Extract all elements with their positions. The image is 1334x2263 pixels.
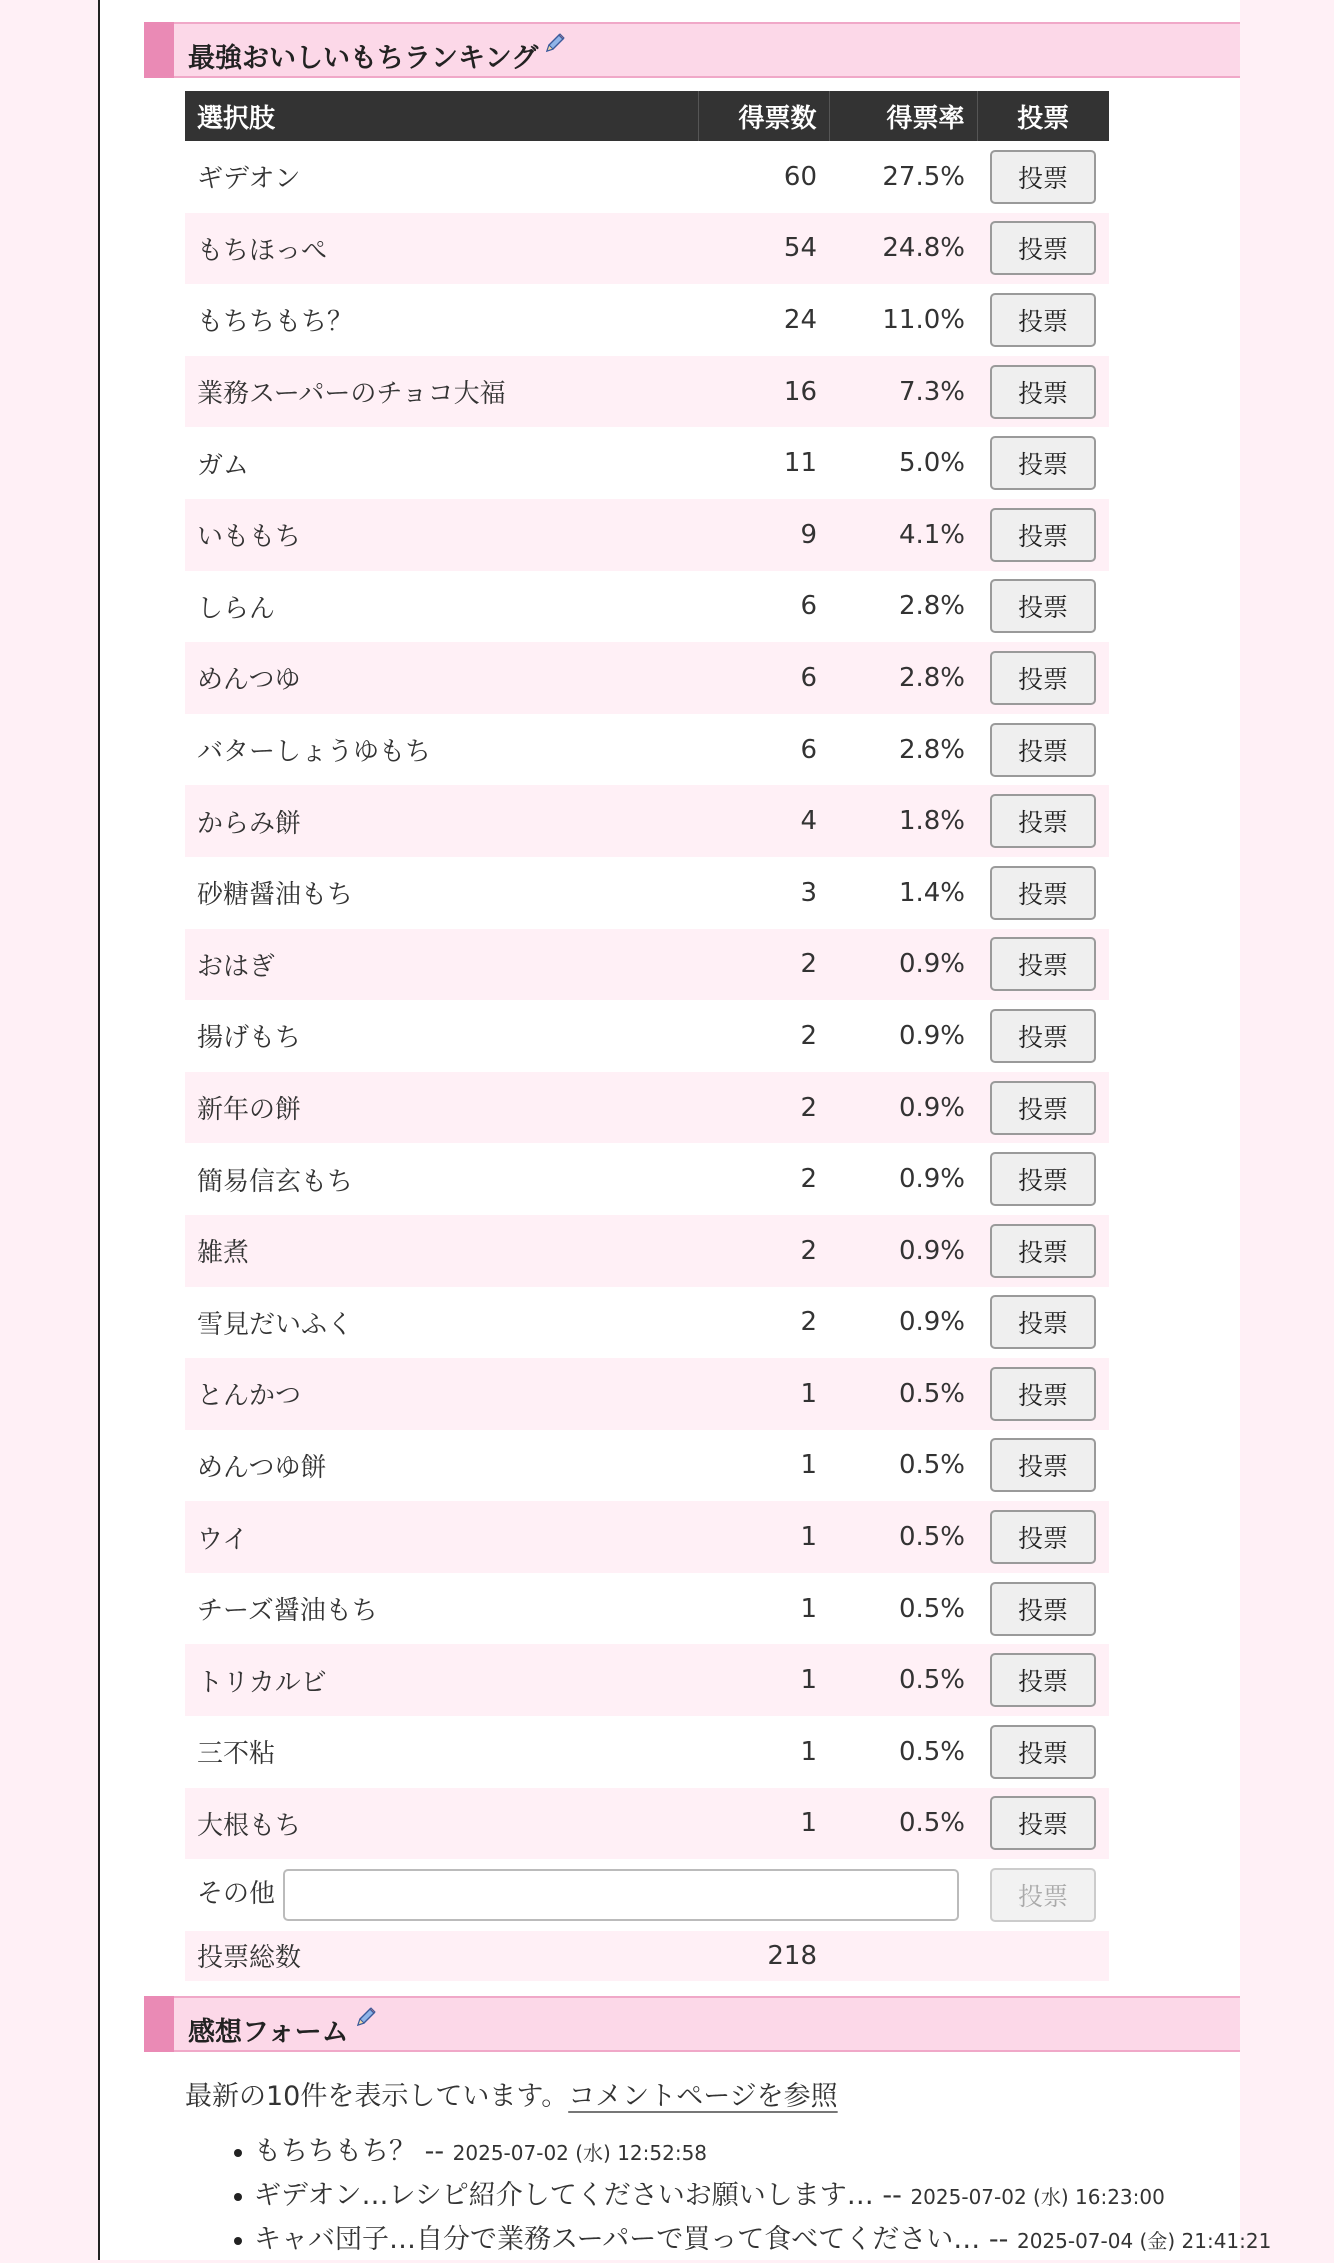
vote-button[interactable]: 投票: [990, 1510, 1096, 1564]
votes-cell: 3: [698, 857, 829, 929]
total-row: [185, 1931, 1109, 1981]
table-row: [185, 1143, 1109, 1215]
vote-button[interactable]: 投票: [990, 579, 1096, 633]
votes-cell: 60: [698, 141, 829, 213]
choice-cell: 大根もち: [185, 1788, 698, 1860]
choice-cell: 新年の餅: [185, 1072, 698, 1144]
votes-cell: 2: [698, 1072, 829, 1144]
votes-cell: 1: [698, 1573, 829, 1645]
other-vote-button[interactable]: 投票: [990, 1868, 1096, 1922]
votes-cell: 1: [698, 1430, 829, 1502]
rate-cell: 4.1%: [829, 499, 977, 571]
choice-cell: トリカルビ: [185, 1644, 698, 1716]
pencil-icon[interactable]: [544, 30, 566, 61]
vote-button[interactable]: 投票: [990, 651, 1096, 705]
votes-cell: 11: [698, 427, 829, 499]
choice-cell: とんかつ: [185, 1358, 698, 1430]
votes-cell: 1: [698, 1716, 829, 1788]
vote-button[interactable]: 投票: [990, 1224, 1096, 1278]
rate-cell: 2.8%: [829, 714, 977, 786]
comment-timestamp: 2025-07-02 (水) 12:52:58: [452, 2141, 708, 2165]
total-empty-vote: [977, 1931, 1109, 1981]
vote-cell: [977, 571, 1109, 643]
vote-button[interactable]: 投票: [990, 365, 1096, 419]
votes-cell: 1: [698, 1501, 829, 1573]
table-row: [185, 642, 1109, 714]
table-row: [185, 1644, 1109, 1716]
vote-button[interactable]: 投票: [990, 1367, 1096, 1421]
poll-title-wrap: [188, 36, 566, 75]
other-vote-cell: [977, 1859, 1109, 1931]
table-row: [185, 1000, 1109, 1072]
feedback-section-header: [144, 1996, 1240, 2052]
vote-cell: [977, 1501, 1109, 1573]
rate-cell: 0.9%: [829, 1215, 977, 1287]
comment-text: もちちもち？: [254, 2136, 416, 2167]
table-row: [185, 785, 1109, 857]
vote-cell: [977, 1287, 1109, 1359]
choice-cell: 簡易信玄もち: [185, 1143, 698, 1215]
poll-title: 最強おいしいもちランキング: [188, 43, 539, 74]
votes-cell: 6: [698, 642, 829, 714]
comment-page-link[interactable]: コメントページを参照: [568, 2081, 838, 2112]
vote-cell: [977, 499, 1109, 571]
vote-cell: [977, 1358, 1109, 1430]
poll-header-row: [185, 91, 1109, 141]
choice-cell: ギデオン: [185, 141, 698, 213]
vote-cell: [977, 1430, 1109, 1502]
rate-cell: 0.9%: [829, 1000, 977, 1072]
vote-button[interactable]: 投票: [990, 293, 1096, 347]
rate-cell: 2.8%: [829, 571, 977, 643]
table-row: [185, 1072, 1109, 1144]
table-row: [185, 1287, 1109, 1359]
table-row: [185, 141, 1109, 213]
rate-cell: 0.9%: [829, 1143, 977, 1215]
comment-item: [254, 2174, 1334, 2218]
vote-button[interactable]: 投票: [990, 1152, 1096, 1206]
vote-cell: [977, 284, 1109, 356]
main-content: [100, 0, 1272, 2260]
column-header-rate: 得票率: [829, 91, 977, 141]
comment-item: [254, 2130, 1334, 2174]
choice-cell: おはぎ: [185, 929, 698, 1001]
rate-cell: 2.8%: [829, 642, 977, 714]
rate-cell: 0.5%: [829, 1358, 977, 1430]
vote-cell: [977, 785, 1109, 857]
rate-cell: 0.5%: [829, 1644, 977, 1716]
vote-button[interactable]: 投票: [990, 1295, 1096, 1349]
table-row: [185, 213, 1109, 285]
rate-cell: 11.0%: [829, 284, 977, 356]
vote-button[interactable]: 投票: [990, 1009, 1096, 1063]
rate-cell: 0.9%: [829, 929, 977, 1001]
rate-cell: 1.4%: [829, 857, 977, 929]
feedback-title-wrap: [188, 2010, 377, 2049]
total-label: 投票総数: [185, 1931, 698, 1981]
vote-cell: [977, 1573, 1109, 1645]
choice-cell: しらん: [185, 571, 698, 643]
vote-cell: [977, 714, 1109, 786]
column-header-choice: 選択肢: [185, 91, 698, 141]
comment-intro-text: 最新の10件を表示しています。: [185, 2081, 569, 2112]
vote-cell: [977, 642, 1109, 714]
vote-cell: [977, 929, 1109, 1001]
votes-cell: 1: [698, 1788, 829, 1860]
table-row: [185, 1501, 1109, 1573]
vote-cell: [977, 857, 1109, 929]
choice-cell: めんつゆ: [185, 642, 698, 714]
vote-cell: [977, 141, 1109, 213]
vote-button[interactable]: 投票: [990, 150, 1096, 204]
vote-button[interactable]: 投票: [990, 221, 1096, 275]
rate-cell: 24.8%: [829, 213, 977, 285]
vote-button[interactable]: 投票: [990, 1653, 1096, 1707]
choice-cell: 雑煮: [185, 1215, 698, 1287]
choice-cell: ガム: [185, 427, 698, 499]
votes-cell: 4: [698, 785, 829, 857]
comment-text: ギデオン…レシピ紹介してくださいお願いします…: [254, 2180, 874, 2211]
comment-separator: --: [873, 2180, 911, 2211]
other-cell: [185, 1859, 977, 1931]
choice-cell: 三不粘: [185, 1716, 698, 1788]
rate-cell: 1.8%: [829, 785, 977, 857]
table-row: [185, 1573, 1109, 1645]
table-row: [185, 1788, 1109, 1860]
table-row: [185, 1215, 1109, 1287]
comment-separator: --: [980, 2224, 1017, 2255]
vote-cell: [977, 1716, 1109, 1788]
feedback-title: 感想フォーム: [188, 2017, 349, 2048]
comment-timestamp: 2025-07-04 (金) 21:41:21: [1016, 2229, 1272, 2253]
poll-table: [185, 91, 1109, 1981]
table-row: [185, 929, 1109, 1001]
vote-cell: [977, 356, 1109, 428]
rate-cell: 5.0%: [829, 427, 977, 499]
choice-cell: 揚げもち: [185, 1000, 698, 1072]
choice-cell: めんつゆ餅: [185, 1430, 698, 1502]
votes-cell: 54: [698, 213, 829, 285]
votes-cell: 2: [698, 1215, 829, 1287]
votes-cell: 2: [698, 1000, 829, 1072]
rate-cell: 0.9%: [829, 1287, 977, 1359]
rate-cell: 0.5%: [829, 1716, 977, 1788]
table-row: [185, 427, 1109, 499]
votes-cell: 6: [698, 571, 829, 643]
vote-button[interactable]: 投票: [990, 1582, 1096, 1636]
rate-cell: 7.3%: [829, 356, 977, 428]
vote-cell: [977, 213, 1109, 285]
table-row: [185, 356, 1109, 428]
choice-cell: ウイ: [185, 1501, 698, 1573]
other-row: [185, 1859, 1109, 1931]
comment-intro: [185, 2074, 838, 2113]
other-choice-input[interactable]: [283, 1869, 959, 1921]
choice-cell: 砂糖醤油もち: [185, 857, 698, 929]
table-row: [185, 1430, 1109, 1502]
column-header-votes: 得票数: [698, 91, 829, 141]
vote-button[interactable]: 投票: [990, 1725, 1096, 1779]
votes-cell: 9: [698, 499, 829, 571]
vote-cell: [977, 427, 1109, 499]
comment-text: キャバ団子…自分で業務スーパーで買って食べてください…: [254, 2224, 981, 2255]
table-row: [185, 857, 1109, 929]
choice-cell: バターしょうゆもち: [185, 714, 698, 786]
vote-button[interactable]: 投票: [990, 1438, 1096, 1492]
votes-cell: 2: [698, 929, 829, 1001]
poll-rows: [185, 141, 1109, 1859]
other-label: その他: [197, 1879, 276, 1910]
votes-cell: 1: [698, 1358, 829, 1430]
choice-cell: もちほっぺ: [185, 213, 698, 285]
vote-cell: [977, 1215, 1109, 1287]
vote-button[interactable]: 投票: [990, 508, 1096, 562]
vote-button[interactable]: 投票: [990, 723, 1096, 777]
header-accent-bar: [144, 1996, 174, 2052]
rate-cell: 0.5%: [829, 1788, 977, 1860]
table-row: [185, 499, 1109, 571]
votes-cell: 24: [698, 284, 829, 356]
vote-button[interactable]: 投票: [990, 1081, 1096, 1135]
choice-cell: からみ餅: [185, 785, 698, 857]
vote-button[interactable]: 投票: [990, 866, 1096, 920]
choice-cell: 業務スーパーのチョコ大福: [185, 356, 698, 428]
votes-cell: 6: [698, 714, 829, 786]
choice-cell: チーズ醤油もち: [185, 1573, 698, 1645]
vote-cell: [977, 1000, 1109, 1072]
vote-button[interactable]: 投票: [990, 937, 1096, 991]
vote-button[interactable]: 投票: [990, 794, 1096, 848]
votes-cell: 2: [698, 1287, 829, 1359]
column-header-vote: 投票: [977, 91, 1109, 141]
comment-item: [254, 2218, 1334, 2262]
comment-timestamp: 2025-07-02 (水) 16:23:00: [910, 2185, 1165, 2209]
rate-cell: 0.5%: [829, 1573, 977, 1645]
rate-cell: 0.5%: [829, 1501, 977, 1573]
comment-list: [254, 2130, 1334, 2262]
comment-separator: --: [416, 2136, 453, 2167]
votes-cell: 2: [698, 1143, 829, 1215]
votes-cell: 16: [698, 356, 829, 428]
vote-button[interactable]: 投票: [990, 436, 1096, 490]
vote-cell: [977, 1644, 1109, 1716]
total-empty-rate: [829, 1931, 977, 1981]
choice-cell: いももち: [185, 499, 698, 571]
rate-cell: 0.9%: [829, 1072, 977, 1144]
choice-cell: 雪見だいふく: [185, 1287, 698, 1359]
table-row: [185, 1716, 1109, 1788]
vote-button[interactable]: 投票: [990, 1796, 1096, 1850]
total-votes: 218: [698, 1931, 829, 1981]
table-row: [185, 284, 1109, 356]
votes-cell: 1: [698, 1644, 829, 1716]
rate-cell: 27.5%: [829, 141, 977, 213]
pencil-icon[interactable]: [355, 2004, 377, 2035]
vote-cell: [977, 1788, 1109, 1860]
choice-cell: もちちもち？: [185, 284, 698, 356]
rate-cell: 0.5%: [829, 1430, 977, 1502]
poll-section-header: [144, 22, 1240, 78]
table-row: [185, 1358, 1109, 1430]
vote-cell: [977, 1072, 1109, 1144]
table-row: [185, 714, 1109, 786]
table-row: [185, 571, 1109, 643]
header-accent-bar: [144, 22, 174, 78]
vote-cell: [977, 1143, 1109, 1215]
